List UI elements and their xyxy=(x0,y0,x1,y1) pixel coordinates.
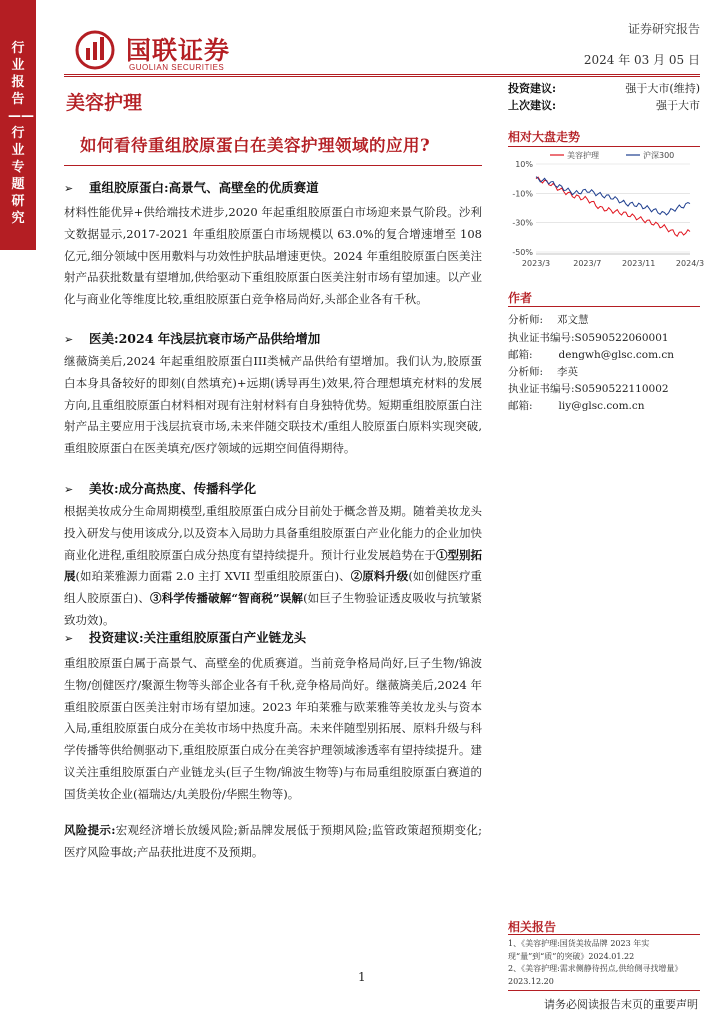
trend-3: ③科学传播破解“智商税”误解 xyxy=(150,591,304,606)
related-report-1[interactable]: 1、《美容护理:国货美妆品牌 2023 年实现“量”到“质”的突破》2024.01.22 xyxy=(508,939,650,961)
author-1-name: 邓文慧 xyxy=(557,314,589,326)
side-band xyxy=(0,0,36,1024)
author-2-email[interactable]: liy@glsc.com.cn xyxy=(558,400,645,412)
author-2-cert-no: S0590522110002 xyxy=(574,383,669,395)
chart-legend-label: 沪深300 xyxy=(643,151,675,160)
author-1-mail xyxy=(508,347,674,362)
logo-icon xyxy=(75,30,115,70)
author-role-label: 分析师: xyxy=(508,366,544,378)
chart-y-tick-label: -10% xyxy=(512,189,533,199)
author-cert-label: 执业证书编号: xyxy=(508,332,575,344)
related-heading: 相关报告 xyxy=(508,920,557,934)
chart-x-tick-label: 2024/3 xyxy=(675,259,705,268)
chart-series-lines xyxy=(536,177,690,237)
trend-2-note: (如创健医疗重组人胶原蛋白)、 xyxy=(64,569,483,606)
section-heading-4-text: 投资建议:关注重组胶原蛋白产业链龙头 xyxy=(89,630,307,645)
chart-grid xyxy=(536,164,690,254)
doc-date: 2024 年 03 月 05 日 xyxy=(583,53,700,67)
risk-label: 风险提示: xyxy=(64,823,116,837)
arrow-icon: ➢ xyxy=(64,483,74,496)
doc-type: 证券研究报告 xyxy=(627,22,700,36)
rating-current-label: 投资建议: xyxy=(508,82,557,95)
author-2-name: 李英 xyxy=(557,366,579,378)
author-mail-label: 邮箱: xyxy=(508,349,533,361)
disclaimer-note: 请务必阅读报告末页的重要声明 xyxy=(544,998,698,1011)
trend-1-note: (如珀莱雅源力面霜 2.0 主打 XVII 型重组胶原蛋白)、 xyxy=(75,569,351,584)
author-1-role xyxy=(508,312,589,327)
chart-x-ticks xyxy=(522,259,704,268)
arrow-icon: ➢ xyxy=(64,632,74,645)
section-body-3-text: 根据美妆成分生命周期模型,重组胶原蛋白成分目前处于概念普及期。随着美妆龙头投入研发与使用该成分,以及资本入局助力具备重组胶原蛋白产业化能力的企业加快商业化进程,重组胶原蛋白成分热度有望持续提升。预计行业发展趋势在于 xyxy=(64,504,482,562)
related-report-2[interactable]: 2、《美容护理:需求侧静待拐点,供给侧寻找增量》2023.12.20 xyxy=(508,964,683,986)
chart-y-tick-label: -50% xyxy=(512,248,533,257)
section-heading-3 xyxy=(64,479,256,497)
header-rule-secondary xyxy=(64,76,700,77)
report-title: 如何看待重组胶原蛋白在美容护理领域的应用? xyxy=(80,136,431,155)
trend-2: ②原料升级 xyxy=(350,569,409,584)
section-heading-3-text: 美妆:成分高热度、传播科学化 xyxy=(89,481,257,496)
arrow-icon: ➢ xyxy=(64,333,74,346)
section-heading-2 xyxy=(64,329,320,347)
rating-prev-value: 强于大市 xyxy=(656,99,700,112)
section-heading-4 xyxy=(64,628,306,646)
title-rule xyxy=(64,165,482,166)
related-heading-rule xyxy=(508,934,700,935)
sector-name: 美容护理 xyxy=(66,92,143,114)
section-body-4: 重组胶原蛋白属于高景气、高壁垒的优质赛道。当前竞争格局尚好,巨子生物/锦波生物/创健医疗/聚源生物等头部企业各有千秋,竞争格局尚好。继薇旖美后,2024 年重组胶原蛋白医美注射市场有望加速。2023 年珀莱雅与欧莱雅等美妆龙头与资本入局,重组胶原蛋白成分在美妆市场中热度升高。未来伴随型别拓展、原料升级与科学传播等供给侧驱动下,重组胶原蛋白成分在美容护理领域渗透率有望持续提升。建议关注重组胶原蛋白产业链龙头(巨子生物/锦波生物等)与布局重组胶原蛋白赛道的国货美妆企业(福瑞达/丸美股份/华熙生物等)。 xyxy=(64,656,482,801)
arrow-icon: ➢ xyxy=(64,182,74,195)
logo-text-cn: 国联证券 xyxy=(126,36,231,65)
rating-prev-label: 上次建议: xyxy=(508,99,557,112)
chart-heading: 相对大盘走势 xyxy=(508,130,581,144)
chart-legend xyxy=(550,150,674,160)
author-2-role xyxy=(508,364,578,379)
author-2-mail xyxy=(508,398,645,413)
footer-rule xyxy=(508,990,700,991)
author-role-label: 分析师: xyxy=(508,314,544,326)
author-1-cert-no: S0590522060001 xyxy=(574,332,669,344)
chart-x-tick-label: 2023/3 xyxy=(521,259,551,268)
author-1-cert xyxy=(508,330,669,345)
logo-text-en: GUOLIAN SECURITIES xyxy=(129,63,225,72)
trend-1: ①型别拓展 xyxy=(64,547,482,584)
rating-current-value: 强于大市(维持) xyxy=(625,82,700,95)
chart-x-tick-label: 2023/7 xyxy=(573,259,602,268)
risk-block xyxy=(64,820,482,864)
side-band-text: 行业报告——行业专题研究 xyxy=(8,41,34,226)
section-heading-2-text: 医美:2024 年浅层抗衰市场产品供给增加 xyxy=(89,331,321,346)
author-mail-label: 邮箱: xyxy=(508,400,533,412)
header-rule xyxy=(64,74,700,75)
authors-heading-rule xyxy=(508,306,700,307)
chart-y-tick-label: 10% xyxy=(515,160,533,169)
authors-heading: 作者 xyxy=(508,291,533,305)
chart-legend-label: 美容护理 xyxy=(567,151,599,160)
section-body-3 xyxy=(64,501,482,632)
author-2-cert xyxy=(508,381,669,396)
trend-3-note: (如巨子生物验证透皮吸收与抗皱紧致功效)。 xyxy=(64,591,482,627)
section-heading-1 xyxy=(64,178,319,196)
page-number: 1 xyxy=(358,970,366,984)
author-cert-label: 执业证书编号: xyxy=(508,383,575,395)
relative-performance-chart xyxy=(504,148,705,272)
author-1-email[interactable]: dengwh@glsc.com.cn xyxy=(558,349,675,361)
chart-y-tick-label: -30% xyxy=(512,218,533,228)
section-body-2: 继薇旖美后,2024 年起重组胶原蛋白III类械产品供给有望增加。我们认为,胶原蛋白本身具备较好的即刻(自然填充)+远期(诱导再生)效果,符合理想填充材料的发展方向,且重组胶原蛋白材料相对现有注射材料有自身独特优势。短期重组胶原蛋白注射产品主要应用于浅层抗衰市场,未来伴随交联技术/重组人胶原蛋白原料实现突破,重组胶原蛋白在医美填充/医疗领域的远期空间值得期待。 xyxy=(64,354,482,456)
chart-series-csi300 xyxy=(536,177,690,215)
chart-x-tick-label: 2023/11 xyxy=(622,259,656,268)
chart-y-ticks xyxy=(512,160,533,257)
section-body-1: 材料性能优异+供给端技术进步,2020 年起重组胶原蛋白市场迎来景气阶段。沙利文数据显示,2017-2021 年重组胶原蛋白市场规模以 63.0%的复合增速增至 108 亿元,细分领域中医用敷料与功效性护肤品增速更快。2024 年重组胶原蛋白医美注射产品获批数量有望增加,供给驱动下重组胶原蛋白医美注射市场有望加速。以产业化与商业化等维度比较,重组胶原蛋白竞争格局尚好,头部企业各有千秋。 xyxy=(64,205,482,307)
chart-heading-rule xyxy=(508,146,700,147)
section-heading-1-text: 重组胶原蛋白:高景气、高壁垒的优质赛道 xyxy=(89,180,319,195)
risk-text: 宏观经济增长放缓风险;新品牌发展低于预期风险;监管政策超预期变化;医疗风险事故;产品获批进度不及预期。 xyxy=(64,823,482,859)
